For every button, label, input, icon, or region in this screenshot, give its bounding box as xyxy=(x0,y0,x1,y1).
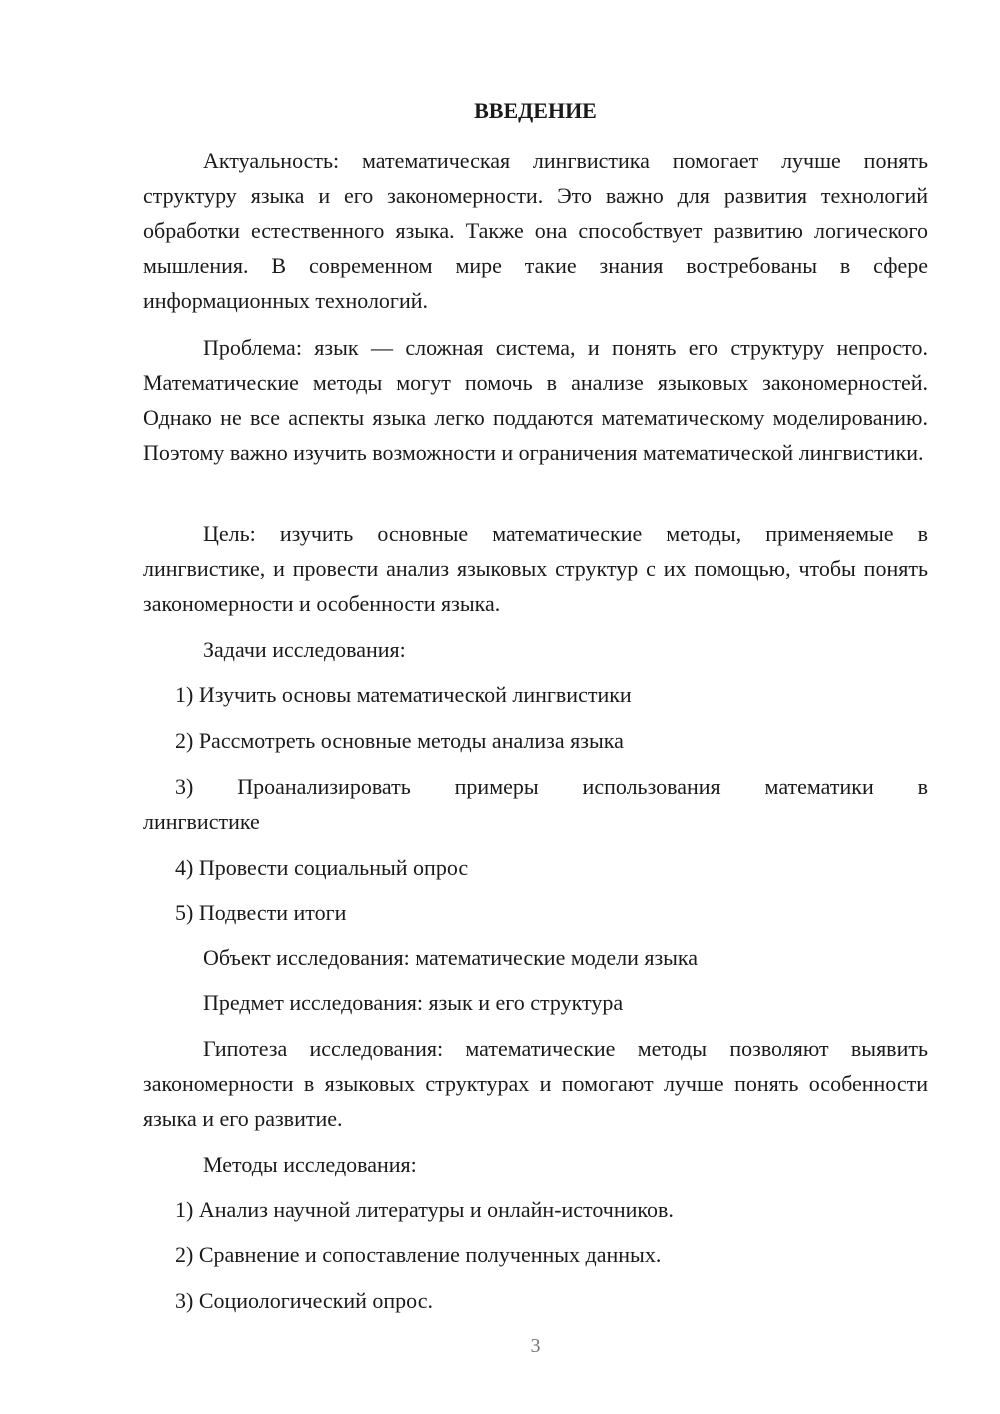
methods-heading: Методы исследования: xyxy=(203,1152,417,1177)
hypothesis-paragraph: Гипотеза исследования: математические методы позволяют выявить закономерности в языковых структурах и помогают лучше понять особенности языка и его развитие. xyxy=(143,1036,928,1131)
research-subject: Предмет исследования: язык и его структура xyxy=(203,990,624,1015)
goal-paragraph: Цель: изучить основные математические методы, применяемые в лингвистике, и провести анализ языковых структур с их помощью, чтобы понять закономерности и особенности языка. xyxy=(143,521,928,616)
page-title: ВВЕДЕНИЕ xyxy=(474,98,597,123)
task-item-3: 3) Проанализировать примеры использования математики в лингвистике xyxy=(143,774,928,834)
document-page xyxy=(143,0,928,1414)
relevance-paragraph: Актуальность: математическая лингвистика помогает лучше понять структуру языка и его закономерности. Это важно для развития технологий обработки естественного языка. Также она способствует развитию логического мышления. В современном мире такие знания востребованы в сфере информационных технологий. xyxy=(143,148,928,313)
problem-paragraph: Проблема: язык — сложная система, и понять его структуру непросто. Математические методы могут помочь в анализе языковых закономерностей. Однако не все аспекты языка легко поддаются математическому моделированию. Поэтому важно изучить возможности и ограничения математической лингвистики. xyxy=(143,335,928,465)
method-item-1: 1) Анализ научной литературы и онлайн-источников. xyxy=(175,1197,674,1222)
method-item-3: 3) Социологический опрос. xyxy=(175,1288,433,1313)
method-item-2: 2) Сравнение и сопоставление полученных данных. xyxy=(175,1242,662,1267)
research-object: Объект исследования: математические модели языка xyxy=(203,945,699,970)
task-item-2: 2) Рассмотреть основные методы анализа языка xyxy=(175,728,624,753)
task-item-1: 1) Изучить основы математической лингвистики xyxy=(175,682,632,707)
task-item-5: 5) Подвести итоги xyxy=(175,900,347,925)
page-number: 3 xyxy=(530,1335,541,1357)
tasks-heading: Задачи исследования: xyxy=(203,637,406,662)
task-item-4: 4) Провести социальный опрос xyxy=(175,855,469,880)
